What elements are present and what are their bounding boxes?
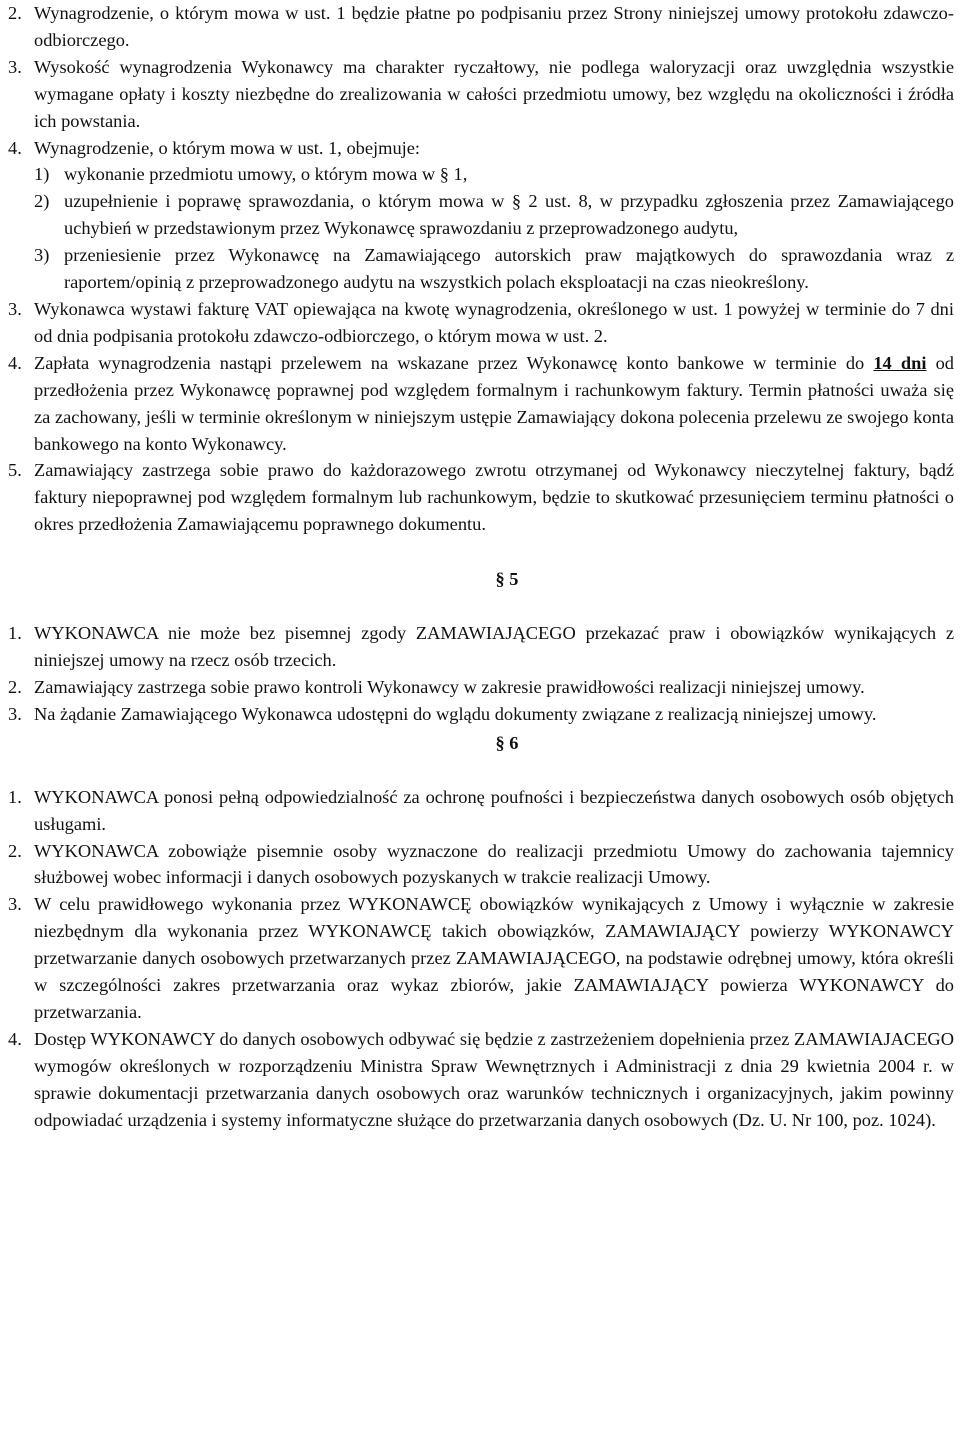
paragraph-text: Wynagrodzenie, o którym mowa w ust. 1, obejmuje: xyxy=(34,137,421,158)
paragraph-text: WYKONAWCA zobowiąże pisemnie osoby wyznaczone do realizacji przedmiotu Umowy do zachowania tajemnicy służbowej wobec informacji i danych osobowych pozyskanych w trakcie realizacji Umowy. xyxy=(34,840,954,888)
paragraph-2 xyxy=(8,0,954,54)
sub-item-text: wykonanie przedmiotu umowy, o którym mowa w § 1, xyxy=(64,164,468,185)
paragraph-text: Wynagrodzenie, o którym mowa w ust. 1 będzie płatne po podpisaniu przez Strony niniejszej umowy protokołu zdawczo-odbiorczego. xyxy=(34,3,954,50)
sub-item-text: uzupełnienie i poprawę sprawozdania, o którym mowa w § 2 ust. 8, w przypadku zgłoszenia przez Zamawiającego uchybień w przedstawionym przez Wykonawcę sprawozdaniu z przeprowadzonego audytu, xyxy=(64,191,954,239)
section6-paragraph-4 xyxy=(8,1026,954,1134)
payment-text-after: od przedłożenia przez Wykonawcę poprawnej pod względem formalnym i rachunkowym faktury. Termin płatności uważa się za zachowany, jeśli w terminie określonym w niniejszym ustępie Zamawiający dokona polecenia przelewu ze swojego konta bankowego na konto Wykonawcy. xyxy=(34,352,954,454)
paragraph-5 xyxy=(8,457,954,538)
paragraph-number: 4. xyxy=(8,137,22,158)
section5-paragraph-1 xyxy=(8,620,954,674)
paragraph-3b xyxy=(8,296,954,350)
paragraph-4 xyxy=(8,135,954,162)
spacer xyxy=(8,757,954,784)
paragraph-number: 1. xyxy=(8,623,22,644)
section6-paragraph-3 xyxy=(8,891,954,1026)
paragraph-number: 4. xyxy=(8,352,22,373)
paragraph-number: 1. xyxy=(8,786,22,807)
paragraph-number: 2. xyxy=(8,676,22,697)
payment-text-before: Zapłata wynagrodzenia nastąpi przelewem na wskazane przez Wykonawcę konto bankowe w terminie do xyxy=(34,352,874,373)
payment-term-emphasis: 14 dni xyxy=(873,352,927,373)
spacer xyxy=(8,538,954,566)
section5-paragraph-2 xyxy=(8,674,954,701)
paragraph-number: 5. xyxy=(8,460,22,481)
paragraph-text: Na żądanie Zamawiającego Wykonawca udostępni do wglądu dokumenty związane z realizacją niniejszej umowy. xyxy=(34,703,877,724)
paragraph-number: 4. xyxy=(8,1028,22,1049)
spacer xyxy=(8,593,954,620)
paragraph-text: W celu prawidłowego wykonania przez WYKONAWCĘ obowiązków wynikających z Umowy i wyłącznie w zakresie niezbędnym dla wykonania przez WYKONAWCĘ takich obowiązków, ZAMAWIAJĄCY powierzy WYKONAWCY przetwarzanie danych osobowych przetwarzanych przez ZAMAWIAJĄCEGO, na podstawie odrębnej umowy, która określi w szczególności zakres przetwarzania oraz wykaz zbiorów, jakie ZAMAWIAJĄCY powierza WYKONAWCY do przetwarzania. xyxy=(34,894,954,1022)
paragraph-text: Wysokość wynagrodzenia Wykonawcy ma charakter ryczałtowy, nie podlega waloryzacji oraz uwzględnia wszystkie wymagane opłaty i koszty niezbędne do zrealizowania w całości przedmiotu umowy, bez względu na okoliczności i źródła ich powstania. xyxy=(34,56,954,131)
section-heading-5: § 5 xyxy=(495,569,519,590)
section-heading-6: § 6 xyxy=(495,732,519,753)
paragraph-text: WYKONAWCA ponosi pełną odpowiedzialność za ochronę poufności i bezpieczeństwa danych osobowych osób objętych usługami. xyxy=(34,786,954,834)
sub-item-3 xyxy=(8,242,954,296)
paragraph-text xyxy=(34,350,954,458)
paragraph-text: Wykonawca wystawi fakturę VAT opiewająca na kwotę wynagrodzenia, określonego w ust. 1 powyżej w terminie do 7 dni od dnia podpisania protokołu zdawczo-odbiorczego, o którym mowa w ust. 2. xyxy=(34,298,954,346)
paragraph-4b xyxy=(8,350,954,458)
paragraph-number: 3. xyxy=(8,703,22,724)
paragraph-number: 3. xyxy=(8,56,22,77)
sub-item-text: przeniesienie przez Wykonawcę na Zamawiającego autorskich praw majątkowych do sprawozdania wraz z raportem/opinią z przeprowadzonego audytu na wszystkich polach eksploatacji na czas nieokreślony. xyxy=(64,245,954,293)
sub-item-2 xyxy=(8,188,954,242)
paragraph-text: WYKONAWCA nie może bez pisemnej zgody ZAMAWIAJĄCEGO przekazać praw i obowiązków wynikających z niniejszej umowy na rzecz osób trzecich. xyxy=(34,623,954,671)
paragraph-text: Zamawiający zastrzega sobie prawo kontroli Wykonawcy w zakresie prawidłowości realizacji niniejszej umowy. xyxy=(34,676,865,697)
section6-paragraph-1 xyxy=(8,784,954,838)
sub-item-1 xyxy=(8,161,954,188)
paragraph-number: 3. xyxy=(8,298,22,319)
paragraph-number: 3. xyxy=(8,894,22,915)
paragraph-text: Zamawiający zastrzega sobie prawo do każdorazowego zwrotu otrzymanej od Wykonawcy nieczytelnej faktury, bądź faktury niepoprawnej pod względem formalnym lub rachunkowym, będzie to skutkować przesunięciem terminu płatności o okres przedłożenia Zamawiającemu poprawnego dokumentu. xyxy=(34,460,954,535)
paragraph-number: 2. xyxy=(8,840,22,861)
paragraph-3 xyxy=(8,54,954,135)
paragraph-text: Dostęp WYKONAWCY do danych osobowych odbywać się będzie z zastrzeżeniem dopełnienia przez ZAMAWIAJACEGO wymogów określonych w rozporządzeniu Ministra Spraw Wewnętrznych i Administracji z dnia 29 kwietnia 2004 r. w sprawie dokumentacji przetwarzania danych osobowych oraz warunków technicznych i organizacyjnych, jakim powinny odpowiadać urządzenia i systemy informatyczne służące do przetwarzania danych osobowych (Dz. U. Nr 100, poz. 1024). xyxy=(34,1028,954,1130)
section5-paragraph-3 xyxy=(8,701,954,728)
sub-item-number: 3) xyxy=(34,245,50,266)
sub-item-number: 1) xyxy=(34,164,50,185)
sub-item-number: 2) xyxy=(34,191,50,212)
paragraph-number: 2. xyxy=(8,3,22,23)
section6-paragraph-2 xyxy=(8,838,954,892)
